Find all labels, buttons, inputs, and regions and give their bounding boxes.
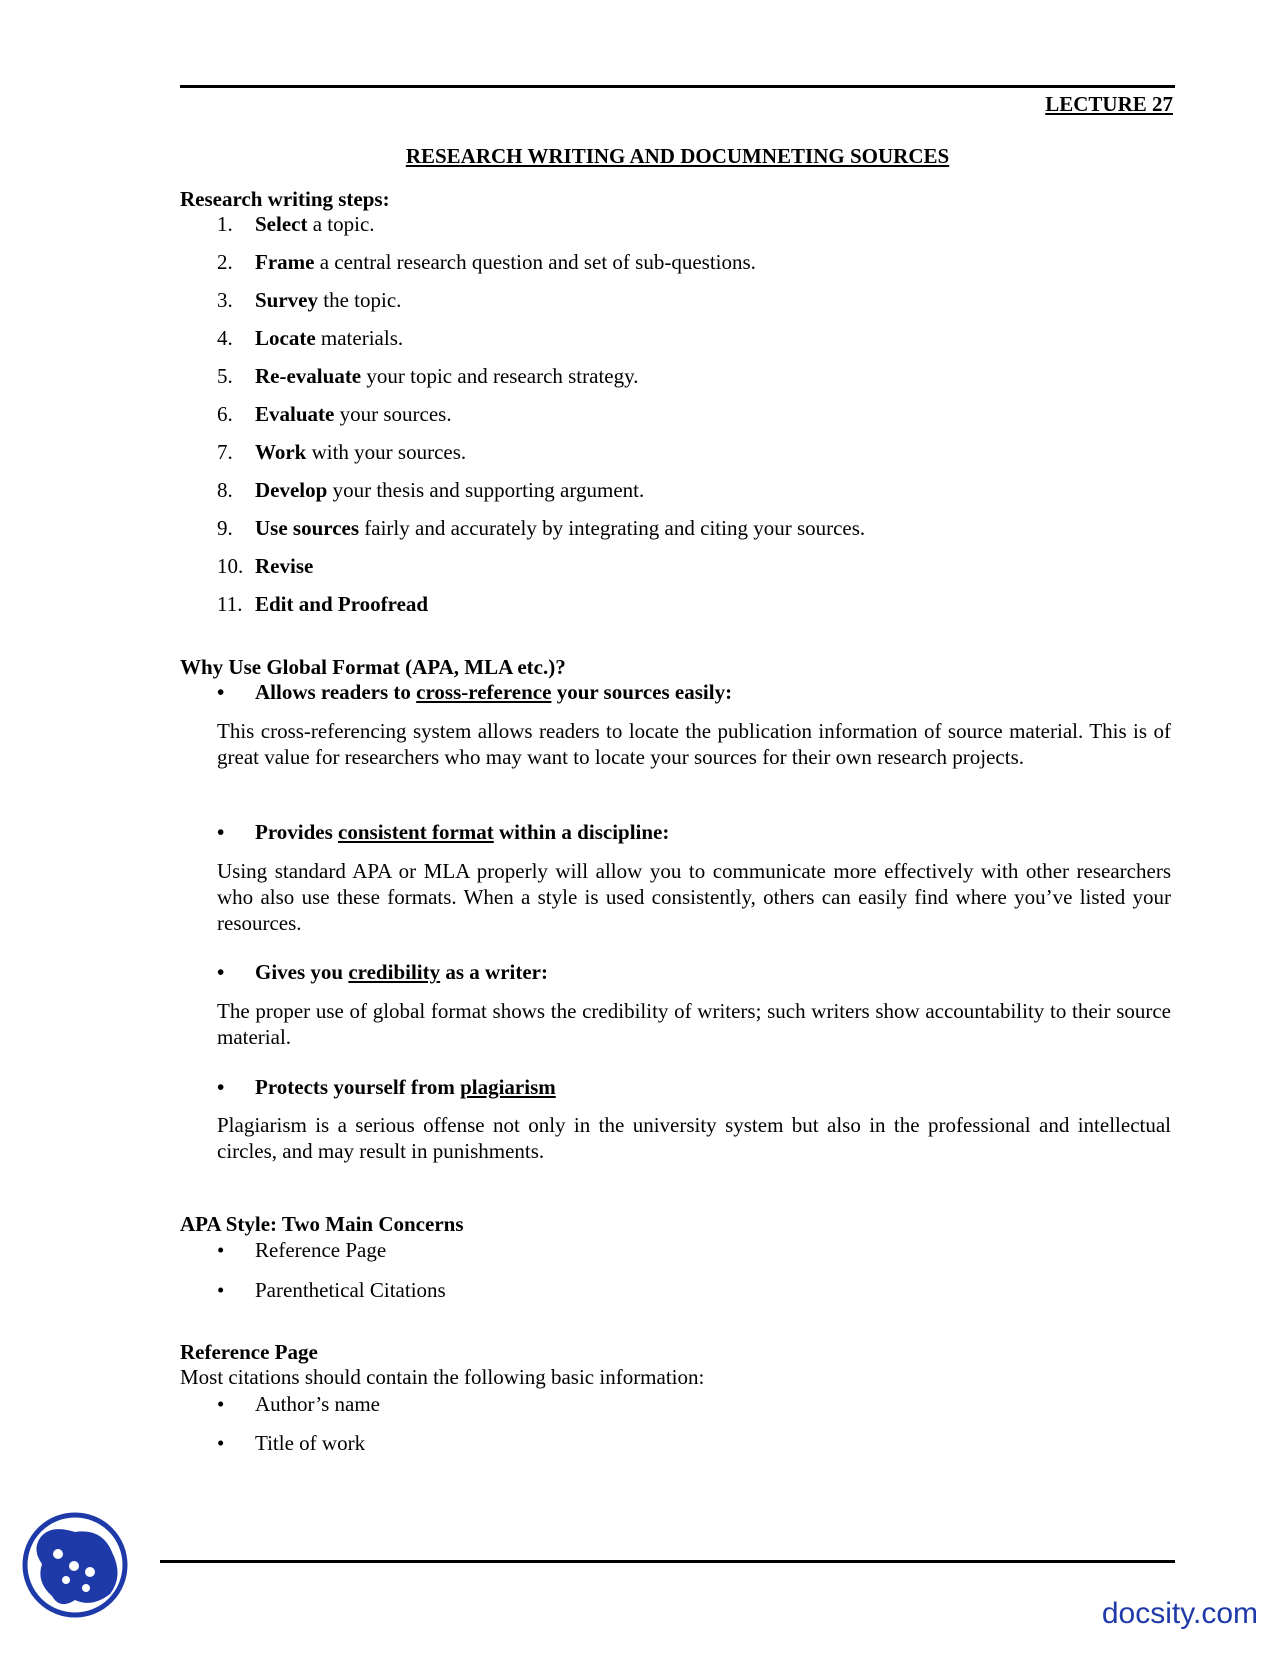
bullet-icon: • (217, 960, 225, 984)
reference-page-heading: Reference Page (180, 1340, 318, 1364)
global-item-pre: Gives you (255, 960, 349, 984)
step-item (217, 440, 466, 465)
step-keyword: Develop (255, 478, 328, 502)
step-text: materials. (315, 326, 404, 350)
global-item-pre: Allows readers to (255, 680, 417, 704)
step-item (217, 402, 452, 427)
step-text: your thesis and supporting argument. (327, 478, 645, 502)
step-keyword: Use sources (255, 516, 360, 540)
page-title: RESEARCH WRITING AND DOCUMNETING SOURCES (405, 144, 950, 168)
step-text: a topic. (307, 212, 375, 236)
step-number: 1. (217, 212, 233, 236)
step-number: 7. (217, 440, 233, 464)
apa-item-label: Parenthetical Citations (255, 1278, 446, 1302)
bullet-icon: • (217, 1392, 225, 1416)
apa-item (217, 1278, 446, 1303)
step-text: a central research question and set of sub-questions. (314, 250, 756, 274)
global-item-pre: Provides (255, 820, 339, 844)
step-text: your topic and research strategy. (361, 364, 639, 388)
step-text: with your sources. (306, 440, 467, 464)
bullet-icon: • (217, 1278, 225, 1302)
global-item-keyword: consistent format (338, 820, 494, 844)
apa-heading: APA Style: Two Main Concerns (180, 1212, 464, 1236)
step-text: your sources. (334, 402, 452, 426)
lecture-label: LECTURE 27 (1045, 92, 1173, 116)
global-item-keyword: cross-reference (416, 680, 552, 704)
bullet-icon: • (217, 820, 225, 844)
step-keyword: Edit and Proofread (255, 592, 429, 616)
step-item (217, 326, 403, 351)
docsity-brand-link[interactable]: docsity.com (1101, 1597, 1258, 1630)
step-number: 10. (217, 554, 244, 578)
step-item (217, 288, 401, 313)
global-item-heading (217, 680, 732, 705)
step-keyword: Work (255, 440, 307, 464)
step-item (217, 478, 644, 503)
step-number: 11. (217, 592, 243, 616)
global-item-post: your sources easily: (551, 680, 733, 704)
step-number: 5. (217, 364, 233, 388)
global-item-heading (217, 1075, 556, 1100)
step-keyword: Re-evaluate (255, 364, 362, 388)
apa-item (217, 1238, 386, 1263)
global-item-keyword: plagiarism (460, 1075, 556, 1099)
reference-intro: Most citations should contain the following basic information: (180, 1365, 705, 1389)
global-item-text: Plagiarism is a serious offense not only in the university system but also in the professional and intellectual circles, and may result in punishments. (217, 1113, 1171, 1163)
global-format-heading: Why Use Global Format (APA, MLA etc.)? (180, 655, 566, 679)
apa-item-label: Reference Page (255, 1238, 387, 1262)
global-item-text: Using standard APA or MLA properly will allow you to communicate more effectively with other researchers who also use these formats. When a style is used consistently, others can easily find where you’ve listed your resources. (217, 859, 1171, 935)
header-rule (180, 85, 1175, 88)
step-item (217, 554, 313, 579)
bullet-icon: • (217, 680, 225, 704)
step-item (217, 592, 428, 617)
step-keyword: Select (255, 212, 308, 236)
reference-item (217, 1392, 380, 1417)
step-keyword: Evaluate (255, 402, 335, 426)
step-number: 6. (217, 402, 233, 426)
steps-heading: Research writing steps: (180, 187, 390, 211)
step-item (217, 250, 756, 275)
step-number: 9. (217, 516, 233, 540)
reference-item (217, 1431, 365, 1456)
global-item-pre: Protects yourself from (255, 1075, 461, 1099)
bullet-icon: • (217, 1238, 225, 1262)
step-text: the topic. (318, 288, 402, 312)
reference-item-label: Author’s name (255, 1392, 381, 1416)
global-item-heading (217, 960, 548, 985)
global-item-heading (217, 820, 669, 845)
global-item-keyword: credibility (348, 960, 441, 984)
step-keyword: Frame (255, 250, 315, 274)
docsity-logo-icon (20, 1510, 130, 1620)
footer-rule (160, 1560, 1175, 1563)
global-item-post: within a discipline: (493, 820, 670, 844)
step-number: 2. (217, 250, 233, 274)
global-item-post: as a writer: (440, 960, 548, 984)
step-keyword: Revise (255, 554, 314, 578)
step-number: 4. (217, 326, 233, 350)
global-item-text: The proper use of global format shows the credibility of writers; such writers show accountability to their source material. (217, 999, 1171, 1049)
step-text: fairly and accurately by integrating and citing your sources. (359, 516, 866, 540)
bullet-icon: • (217, 1431, 225, 1455)
step-keyword: Locate (255, 326, 316, 350)
step-number: 8. (217, 478, 233, 502)
step-number: 3. (217, 288, 233, 312)
step-item (217, 212, 375, 237)
bullet-icon: • (217, 1075, 225, 1099)
step-item (217, 516, 865, 541)
reference-item-label: Title of work (255, 1431, 366, 1455)
global-item-text: This cross-referencing system allows readers to locate the publication information of source material. This is of great value for researchers who may want to locate your sources for their own research projects. (217, 719, 1171, 769)
step-item (217, 364, 639, 389)
step-keyword: Survey (255, 288, 318, 312)
